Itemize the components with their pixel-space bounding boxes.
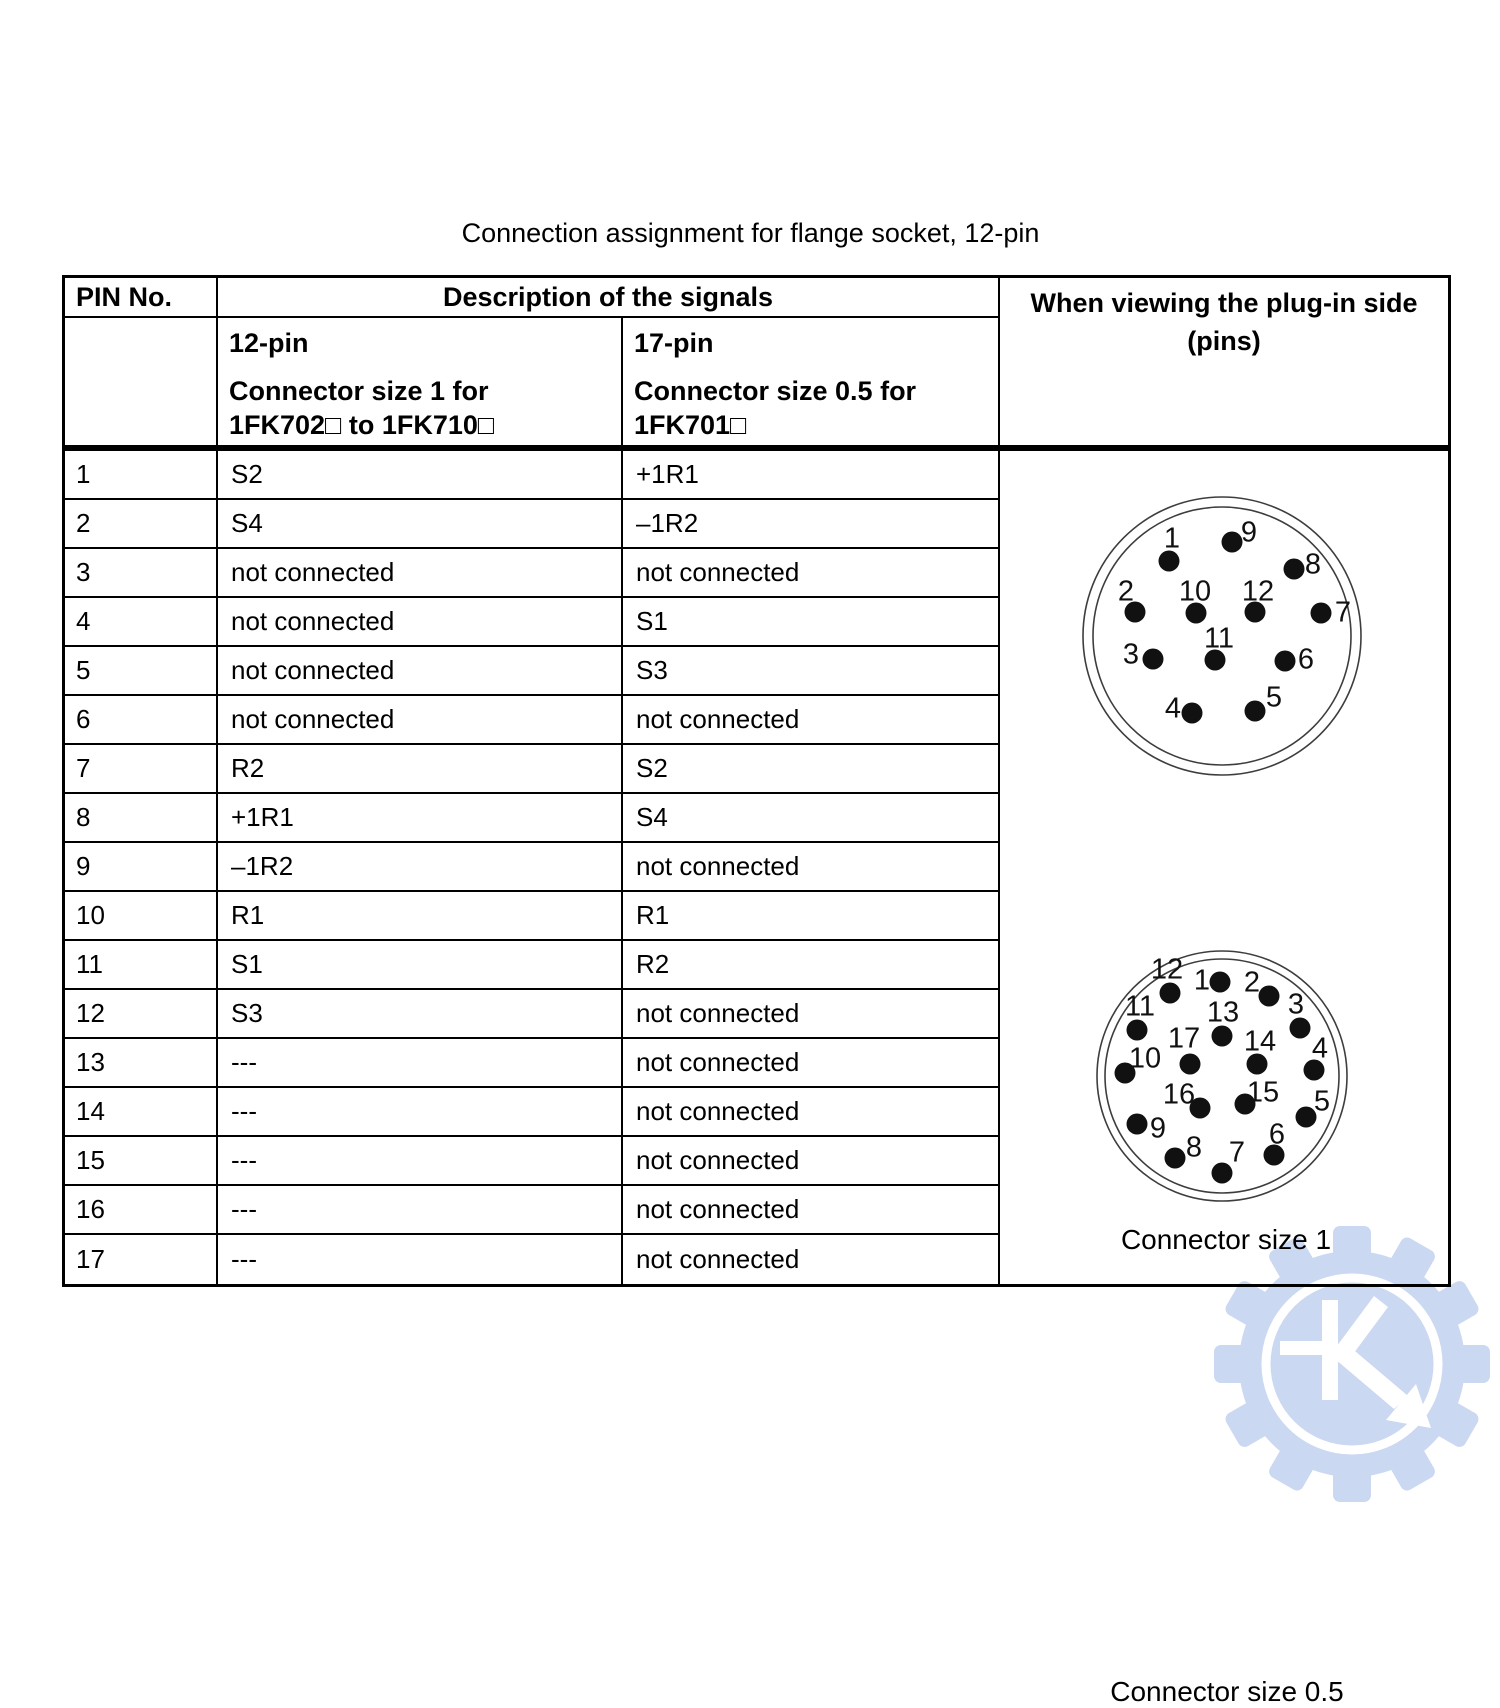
table-cell-row3-p12: not connected — [218, 549, 623, 598]
table-cell-row16-pin: 16 — [65, 1186, 218, 1235]
table-cell-row4-pin: 4 — [65, 598, 218, 647]
table-cell-row8-p17: S4 — [623, 794, 1000, 843]
pins-size05-label-4: 4 — [1311, 1032, 1329, 1065]
table-cell-row9-p12: –1R2 — [218, 843, 623, 892]
table-cell-row12-pin: 12 — [65, 990, 218, 1039]
table-cell-row12-p12: S3 — [218, 990, 623, 1039]
pins-size1-dot-8 — [1284, 559, 1305, 580]
pins-size1-label-7: 7 — [1334, 596, 1352, 629]
header-12pin-line2: 1FK702□ to 1FK710□ — [229, 410, 495, 440]
header-viewing-line2: (pins) — [1187, 326, 1261, 356]
table-cell-row16-p17: not connected — [623, 1186, 1000, 1235]
pins-size05-label-15: 15 — [1246, 1076, 1280, 1109]
pins-size05-label-12: 12 — [1150, 953, 1184, 986]
pins-size05-dot-1 — [1210, 972, 1231, 993]
table-cell-row8-p12: +1R1 — [218, 794, 623, 843]
header-empty-cell — [65, 318, 218, 451]
pins-size05-dot-2 — [1259, 986, 1280, 1007]
pins-size05-label-10: 10 — [1128, 1042, 1162, 1075]
pins-size1-dot-3 — [1143, 649, 1164, 670]
table-cell-row11-p12: S1 — [218, 941, 623, 990]
table-cell-row14-p17: not connected — [623, 1088, 1000, 1137]
connector-size1-caption: Connector size 1 — [1120, 1224, 1332, 1255]
table-cell-row5-pin: 5 — [65, 647, 218, 696]
table-cell-row6-p17: not connected — [623, 696, 1000, 745]
pins-size1-label-1: 1 — [1163, 522, 1181, 555]
connector-outline-circles — [1000, 451, 1448, 1284]
pins-size1-dot-4 — [1182, 703, 1203, 724]
header-viewing-line1: When viewing the plug-in side — [1030, 288, 1418, 318]
table-cell-row14-p12: --- — [218, 1088, 623, 1137]
table-cell-row9-p17: not connected — [623, 843, 1000, 892]
page-title: Connection assignment for flange socket, 12-pin — [461, 218, 1040, 248]
table-cell-row9-pin: 9 — [65, 843, 218, 892]
table-cell-row13-pin: 13 — [65, 1039, 218, 1088]
connector-size05-caption: Connector size 0.5 — [1110, 1676, 1344, 1707]
connector-diagrams-cell — [1000, 451, 1448, 1707]
connection-assignment-table — [62, 275, 1451, 1707]
pins-size1-label-11: 11 — [1203, 622, 1235, 655]
header-pin-no: PIN No. — [65, 278, 218, 318]
table-cell-row13-p17: not connected — [623, 1039, 1000, 1088]
pins-size1-label-8: 8 — [1304, 548, 1322, 581]
table-cell-row10-pin: 10 — [65, 892, 218, 941]
pins-size05-label-7: 7 — [1228, 1136, 1246, 1169]
pins-size05-label-8: 8 — [1185, 1131, 1203, 1164]
pins-size1-dot-6 — [1275, 651, 1296, 672]
table-cell-row11-p17: R2 — [623, 941, 1000, 990]
pins-size05-dot-17 — [1180, 1054, 1201, 1075]
header-17pin-line1: Connector size 0.5 for — [634, 376, 917, 406]
table-cell-row4-p12: not connected — [218, 598, 623, 647]
pins-size1-label-4: 4 — [1164, 692, 1182, 725]
table-cell-row11-pin: 11 — [65, 941, 218, 990]
table-cell-row3-pin: 3 — [65, 549, 218, 598]
table-cell-row14-pin: 14 — [65, 1088, 218, 1137]
table-cell-row13-p12: --- — [218, 1039, 623, 1088]
header-12pin-line1: Connector size 1 for — [229, 376, 489, 406]
header-viewing-plug-in-side — [1000, 278, 1448, 451]
table-cell-row5-p17: S3 — [623, 647, 1000, 696]
table-cell-row12-p17: not connected — [623, 990, 1000, 1039]
table-cell-row7-p17: S2 — [623, 745, 1000, 794]
pins-size05-label-2: 2 — [1243, 966, 1261, 999]
pins-size1-label-10: 10 — [1178, 575, 1212, 608]
pins-size05-label-17: 17 — [1167, 1022, 1201, 1055]
pins-size05-label-5: 5 — [1313, 1085, 1331, 1118]
table-cell-row1-p17: +1R1 — [623, 451, 1000, 500]
pins-size05-label-6: 6 — [1268, 1118, 1286, 1151]
table-cell-row2-p12: S4 — [218, 500, 623, 549]
table-cell-row17-p12: --- — [218, 1235, 623, 1284]
pins-size1-label-6: 6 — [1297, 643, 1315, 676]
pins-size1-dot-7 — [1311, 603, 1332, 624]
pins-size05-label-13: 13 — [1206, 996, 1240, 1029]
table-cell-row7-p12: R2 — [218, 745, 623, 794]
pins-size05-dot-8 — [1165, 1148, 1186, 1169]
header-12pin — [218, 318, 623, 451]
table-cell-row1-pin: 1 — [65, 451, 218, 500]
header-12pin-title: 12-pin — [229, 328, 309, 358]
pins-size05-dot-9 — [1127, 1114, 1148, 1135]
pins-size05-label-11: 11 — [1124, 990, 1156, 1023]
table-cell-row1-p12: S2 — [218, 451, 623, 500]
pins-size1-label-12: 12 — [1241, 575, 1275, 608]
pins-size1-label-2: 2 — [1117, 575, 1135, 608]
header-description: Description of the signals — [218, 278, 1000, 318]
pins-size1-label-9: 9 — [1240, 516, 1258, 549]
pins-size1-dot-5 — [1245, 701, 1266, 722]
table-cell-row15-pin: 15 — [65, 1137, 218, 1186]
header-17pin — [623, 318, 1000, 451]
table-cell-row17-pin: 17 — [65, 1235, 218, 1284]
table-cell-row2-pin: 2 — [65, 500, 218, 549]
header-17pin-line2: 1FK701□ — [634, 410, 747, 440]
table-cell-row16-p12: --- — [218, 1186, 623, 1235]
pins-size05-label-14: 14 — [1243, 1025, 1277, 1058]
pins-size1-label-3: 3 — [1122, 638, 1140, 671]
pins-size1-label-5: 5 — [1265, 681, 1283, 714]
table-cell-row6-p12: not connected — [218, 696, 623, 745]
pins-size1-dot-9 — [1222, 532, 1243, 553]
pins-size05-label-1: 1 — [1193, 964, 1211, 997]
pins-size05-label-16: 16 — [1162, 1078, 1196, 1111]
pins-size05-label-9: 9 — [1149, 1112, 1167, 1145]
table-cell-row15-p12: --- — [218, 1137, 623, 1186]
table-cell-row10-p17: R1 — [623, 892, 1000, 941]
table-cell-row7-pin: 7 — [65, 745, 218, 794]
table-cell-row4-p17: S1 — [623, 598, 1000, 647]
table-cell-row3-p17: not connected — [623, 549, 1000, 598]
table-cell-row8-pin: 8 — [65, 794, 218, 843]
table-cell-row5-p12: not connected — [218, 647, 623, 696]
table-cell-row6-pin: 6 — [65, 696, 218, 745]
header-17pin-title: 17-pin — [634, 328, 714, 358]
table-cell-row2-p17: –1R2 — [623, 500, 1000, 549]
table-cell-row17-p17: not connected — [623, 1235, 1000, 1284]
pins-size05-label-3: 3 — [1287, 988, 1305, 1021]
table-cell-row15-p17: not connected — [623, 1137, 1000, 1186]
table-cell-row10-p12: R1 — [218, 892, 623, 941]
